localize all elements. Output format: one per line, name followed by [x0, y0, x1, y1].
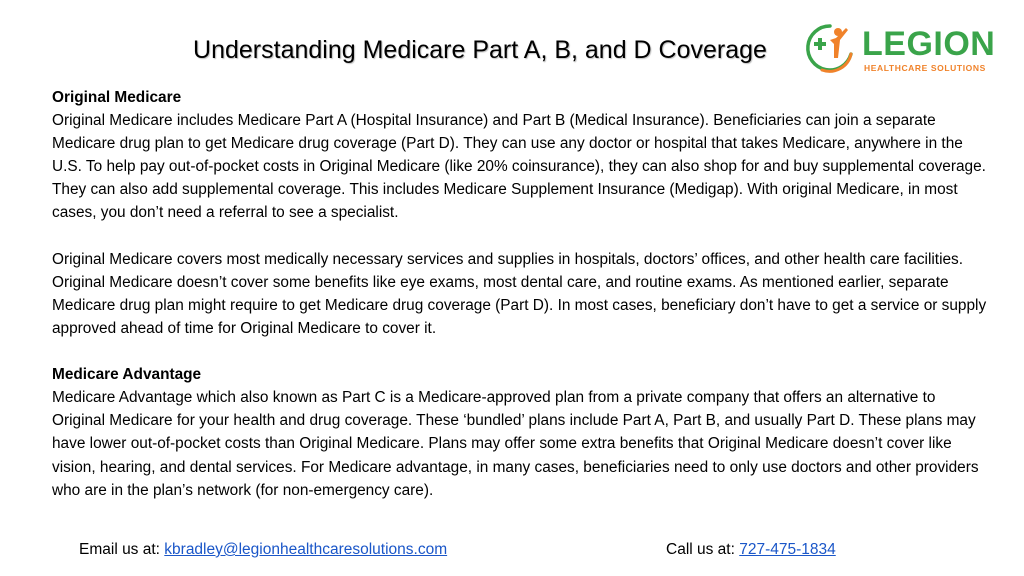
logo-name: LEGION: [862, 25, 996, 63]
logo-mark-icon: [802, 18, 858, 82]
phone-contact: [666, 539, 836, 561]
call-label: Call us at:: [666, 541, 740, 558]
section-paragraph: Medicare Advantage which also known as Part C is a Medicare-approved plan from a private company that offers an alternative to Original Medicare for your health and drug coverage. These ‘bundled’ plans include Part A, Part B, and usually Part D. These plans may have lower out-of-pocket costs than Original Medicare. Plans may offer some extra benefits that Original Medicare doesn’t cover like vision, hearing, and dental services. For Medicare advantage, in many cases, beneficiaries need to only use doctors and other providers who are in the plan’s network (for non-emergency care).: [52, 389, 979, 499]
section-heading: Medicare Advantage: [52, 366, 202, 384]
legion-logo: [802, 18, 996, 82]
email-link[interactable]: kbradley@legionhealthcaresolutions.com: [164, 541, 448, 558]
section-heading: Original Medicare: [52, 89, 182, 106]
email-label: Email us at:: [79, 541, 165, 558]
phone-link[interactable]: 727-475-1834: [739, 541, 836, 558]
email-contact: [79, 539, 447, 561]
section-paragraph: Original Medicare includes Medicare Part A (Hospital Insurance) and Part B (Medical Insurance). Beneficiaries can join a separate Medicare drug plan to get Medicare drug coverage (Part D). They can use any doctor or hospital that takes Medicare, anywhere in the U.S. To help pay out-of-pocket costs in Original Medicare (like 20% coinsurance), they can also shop for and buy supplemental coverage. They can also add supplemental coverage. This includes Medicare Supplement Insurance (Medigap). With original Medicare, in most cases, you don’t need a referral to see a specialist.: [52, 112, 986, 222]
logo-tagline: HEALTHCARE SOLUTIONS: [864, 63, 986, 73]
section-paragraph: Original Medicare covers most medically necessary services and supplies in hospitals, doctors’ offices, and other health care facilities. Original Medicare doesn’t cover some benefits like eye exams, most dental care, and routine exams. As mentioned earlier, separate Medicare drug plan might require to get Medicare drug coverage (Part D). In most cases, beneficiary don’t have to get a service or supply approved ahead of time for Original Medicare to cover it.: [52, 250, 987, 337]
content-body: [52, 86, 987, 502]
page-title: Understanding Medicare Part A, B, and D Coverage: [193, 36, 767, 64]
